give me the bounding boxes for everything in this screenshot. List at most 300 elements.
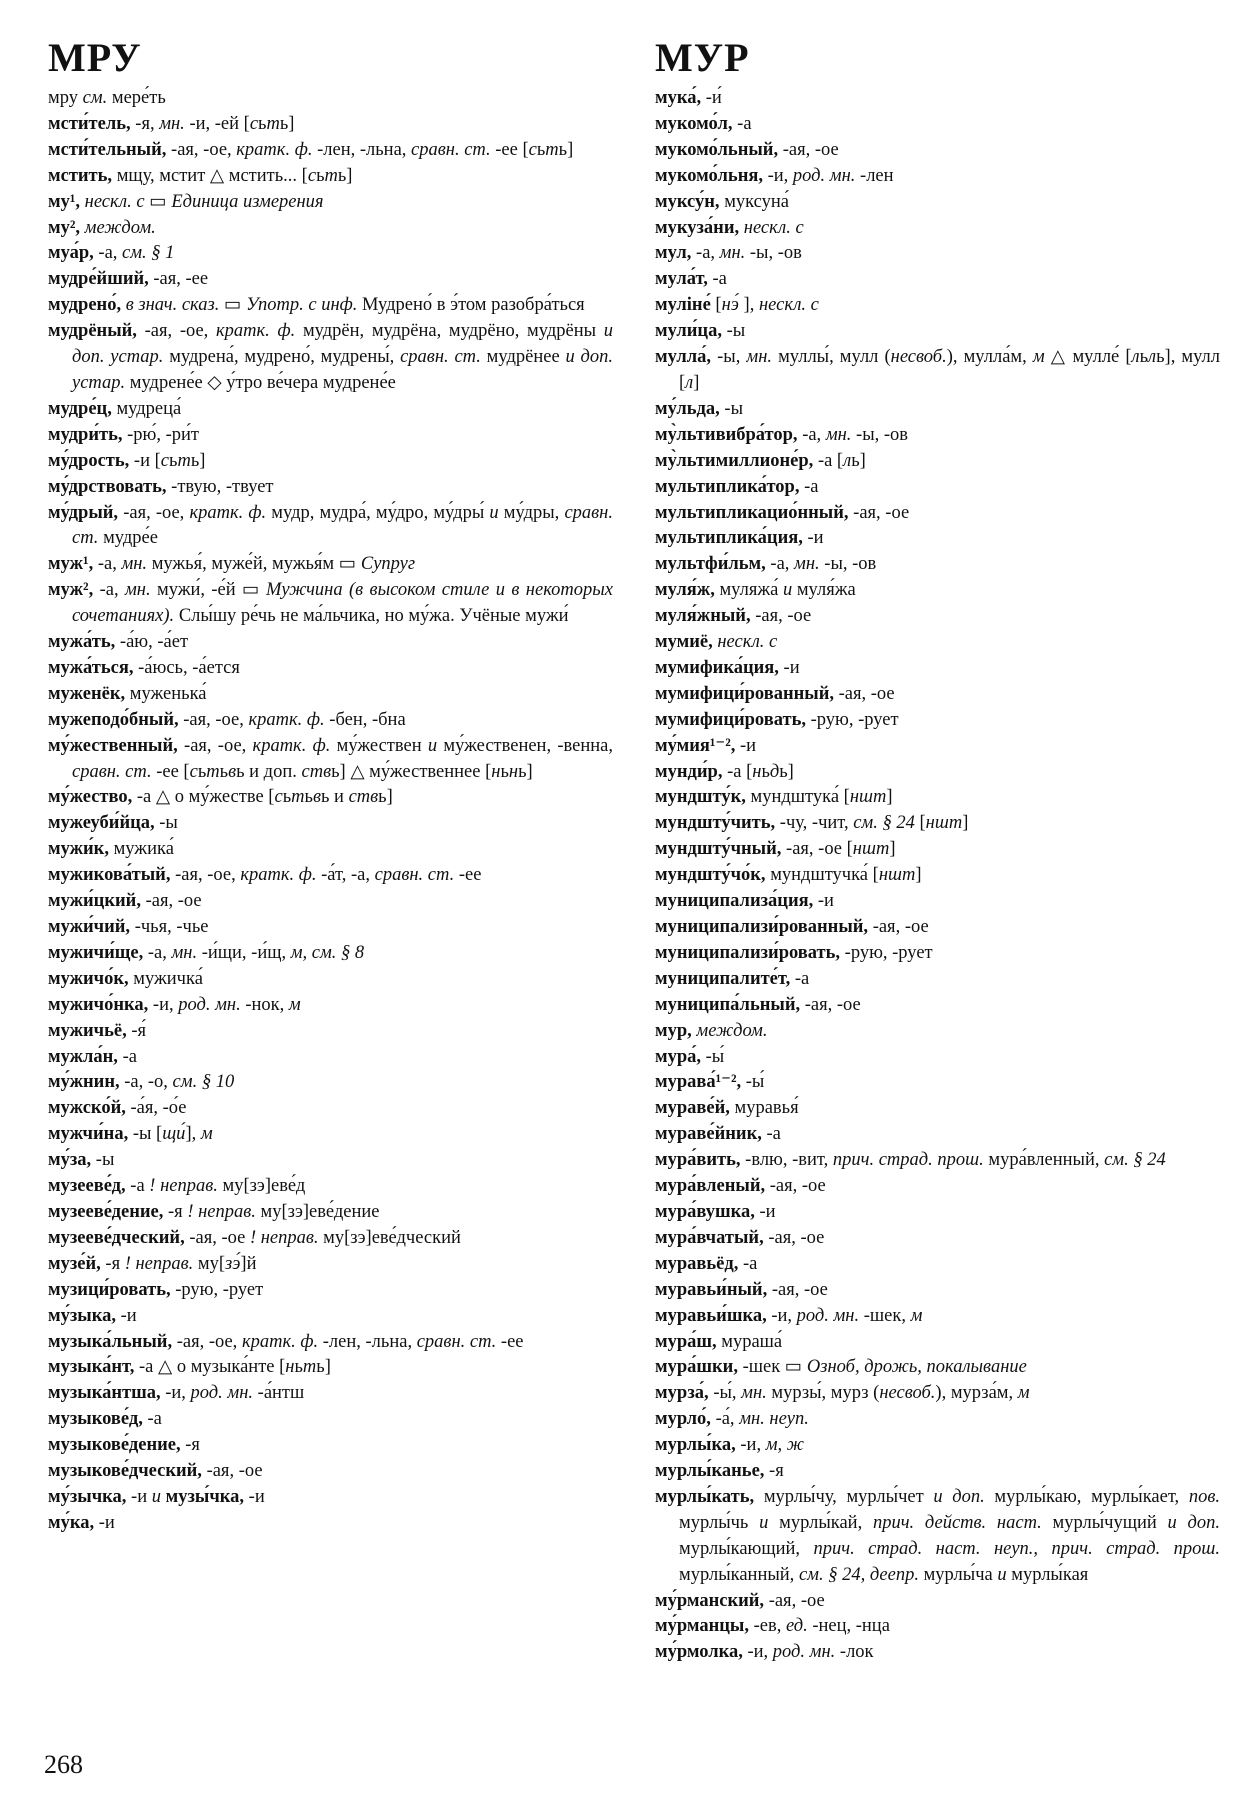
grammar-note: м xyxy=(1032,347,1045,368)
entry-text: ь] xyxy=(558,139,574,160)
grammar-note: мн. неуп. xyxy=(739,1409,809,1430)
headword: мундшту́к, xyxy=(655,787,746,808)
entry-text: ь] xyxy=(337,165,353,186)
grammar-note: кратк. ф. xyxy=(241,1331,319,1352)
right-column xyxy=(655,0,1220,1666)
entry-text: -и xyxy=(735,735,757,756)
grammar-note: в xyxy=(312,787,321,808)
entry-text: ], xyxy=(185,1124,201,1145)
dictionary-entry xyxy=(655,1459,1220,1485)
grammar-note: нескл. с xyxy=(743,217,804,238)
entry-text: мурлы́кающий, xyxy=(679,1538,814,1559)
grammar-note: и xyxy=(151,1486,161,1507)
grammar-note: ншт xyxy=(849,787,887,808)
headword: муля́жный, xyxy=(655,606,751,627)
dictionary-entry xyxy=(655,656,1220,682)
entry-text: -ая, -ое xyxy=(834,683,895,704)
entry-text: мудрене́е ◇ у́тро ве́чера мудрене́е xyxy=(125,372,396,393)
dictionary-entry xyxy=(48,1148,613,1174)
headword: музыка́льный, xyxy=(48,1331,173,1352)
entry-text: му[зэ]еве́дческий xyxy=(318,1227,461,1248)
dictionary-entry xyxy=(48,216,613,242)
entry-text: -ая, -ое xyxy=(800,994,861,1015)
headword: мумифици́ровать, xyxy=(655,709,806,730)
entry-text: -а xyxy=(790,968,810,989)
grammar-note: н xyxy=(752,761,762,782)
dictionary-entry xyxy=(655,993,1220,1019)
dictionary-entry xyxy=(48,967,613,993)
entry-text: -ая, -ое, xyxy=(136,321,216,342)
dictionary-entry xyxy=(48,1459,613,1485)
headword: мудри́ть, xyxy=(48,424,123,445)
headword: мужи́к, xyxy=(48,839,109,860)
grammar-note: ств xyxy=(301,761,332,782)
grammar-note: мн. xyxy=(124,580,151,601)
entry-text: -чья, -чье xyxy=(130,917,209,937)
entry-text: -ы xyxy=(154,813,178,834)
dictionary-entry xyxy=(655,449,1220,475)
dictionary-entry xyxy=(655,1485,1220,1589)
grammar-note: Супруг xyxy=(360,554,416,575)
grammar-note: т xyxy=(324,165,338,186)
dictionary-entry xyxy=(48,1200,613,1226)
dictionary-entry xyxy=(48,1122,613,1148)
entry-text: ь] xyxy=(518,761,533,782)
entry-text: -ее xyxy=(454,865,482,886)
grammar-note: Употр. с инф. xyxy=(246,295,358,316)
entry-text: [ xyxy=(710,295,722,316)
dictionary-entry xyxy=(655,1278,1220,1304)
entry-text: -ая, -ое xyxy=(201,1461,263,1482)
right-running-head: МУР xyxy=(655,35,750,80)
entry-text: ), мулла́м, xyxy=(946,347,1033,368)
entry-text: муженька́ xyxy=(125,683,207,704)
entry-text: -твую, -твует xyxy=(166,476,274,497)
headword: муа́р, xyxy=(48,243,94,264)
entry-text: -ая, -ое xyxy=(778,139,839,160)
grammar-note: см. § 24, деепр. xyxy=(798,1564,919,1585)
headword: мультиплика́тор, xyxy=(655,476,800,497)
headword: мсти́тельный, xyxy=(48,139,167,160)
headword: мунди́р, xyxy=(655,761,723,782)
entry-text: ь xyxy=(316,165,325,186)
entry-text: -ая, -ое xyxy=(763,1227,825,1248)
entry-text: -и́щи, -и́щ, xyxy=(197,942,291,963)
headword: мукуза́ни, xyxy=(655,217,740,238)
entry-text: -шек, xyxy=(859,1305,911,1326)
grammar-note: ншт xyxy=(925,813,963,834)
grammar-note: нэ́ xyxy=(721,295,739,316)
entry-text: мура́вленный, xyxy=(983,1150,1105,1171)
entry-text: мщу, мстит △ мстить... [ xyxy=(112,165,308,186)
dictionary-entry xyxy=(48,449,613,475)
entry-text: -а xyxy=(125,1176,150,1197)
grammar-note: и xyxy=(997,1564,1007,1585)
grammar-note: и xyxy=(489,502,499,523)
headword: мундшту́чить, xyxy=(655,813,776,834)
entry-text: ], xyxy=(738,295,759,316)
headword: мукомо́льный, xyxy=(655,139,779,160)
grammar-note: и xyxy=(782,580,793,601)
dictionary-entry xyxy=(48,138,613,164)
headword: музыкове́дение, xyxy=(48,1435,181,1456)
headword: муниципализи́ровать, xyxy=(655,942,841,963)
headword: му́дрствовать, xyxy=(48,476,167,497)
grammar-note: ! неправ. xyxy=(187,1201,256,1222)
dictionary-entry xyxy=(48,1381,613,1407)
dictionary-entry xyxy=(655,293,1220,319)
headword: музыка́нт, xyxy=(48,1357,135,1378)
dictionary-entry xyxy=(48,164,613,190)
dictionary-entry xyxy=(655,267,1220,293)
headword: мура́вчатый, xyxy=(655,1227,764,1248)
entry-text: -и, xyxy=(735,1435,766,1456)
entry-text: мурлы́чь xyxy=(679,1512,760,1533)
grammar-note: кратк. ф. xyxy=(240,865,317,886)
entry-text: -а́, xyxy=(710,1409,740,1430)
dictionary-entry xyxy=(655,837,1220,863)
grammar-note: и доп. xyxy=(1167,1512,1220,1533)
entry-text: -а, xyxy=(93,580,125,601)
grammar-note: мн. xyxy=(741,1383,767,1404)
grammar-note: в xyxy=(228,761,237,782)
entry-text: -ая, -ое xyxy=(848,502,910,523)
dictionary-entry xyxy=(48,993,613,1019)
dictionary-entry xyxy=(655,1355,1220,1381)
entry-text: мурлы́кая xyxy=(1006,1564,1089,1585)
entry-text: -и xyxy=(126,1486,152,1507)
grammar-note: н xyxy=(508,761,519,782)
headword: мура́вушка, xyxy=(655,1201,755,1222)
dictionary-entry xyxy=(48,1096,613,1122)
entry-text: -а [ xyxy=(813,450,844,471)
entry-text: -ая, -ое, xyxy=(170,865,241,886)
grammar-note: м xyxy=(200,1124,213,1145)
dictionary-entry xyxy=(655,1589,1220,1615)
headword: мура́ш, xyxy=(655,1331,717,1352)
entry-text: [ xyxy=(914,813,926,834)
entry-text: ь] △ му́жественнее [ xyxy=(331,761,492,782)
headword: мула́т, xyxy=(655,269,708,290)
headword: му́жественный, xyxy=(48,735,178,756)
dictionary-entry xyxy=(655,1407,1220,1433)
headword: музееве́дение, xyxy=(48,1201,164,1222)
grammar-note: Единица измерения xyxy=(171,191,324,212)
entry-text: мудре́е xyxy=(98,528,158,549)
entry-text: мурлы́ча xyxy=(918,1564,998,1585)
grammar-note: кратк. ф. xyxy=(252,735,331,756)
headword: му́мия¹⁻², xyxy=(655,735,736,756)
entry-text: -ее [ xyxy=(490,139,529,160)
dictionary-entry xyxy=(655,216,1220,242)
dictionary-entry xyxy=(655,889,1220,915)
entry-text: -ая, -ое xyxy=(767,1279,828,1300)
headword: музыка́нтша, xyxy=(48,1383,161,1404)
dictionary-entry xyxy=(655,760,1220,786)
entry-text: -а xyxy=(761,1124,781,1145)
entry-text: -бен, -бна xyxy=(324,709,406,730)
headword: му́рмолка, xyxy=(655,1642,743,1663)
headword: мумифици́рованный, xyxy=(655,683,835,704)
grammar-note: прич. страд. наст. неуп., прич. страд. прош. xyxy=(813,1538,1220,1559)
headword: му́зыка, xyxy=(48,1305,116,1326)
grammar-note: д xyxy=(769,761,780,782)
headword: мужско́й, xyxy=(48,1098,126,1119)
headword: музыкове́дческий, xyxy=(48,1461,202,1482)
grammar-note: м, см. § 8 xyxy=(290,942,365,963)
grammar-note: сравн. ст. xyxy=(374,865,455,886)
dictionary-entry xyxy=(655,1381,1220,1407)
grammar-note: м xyxy=(288,994,301,1015)
entry-text: ь xyxy=(169,450,178,471)
grammar-note: кратк. ф. xyxy=(248,709,325,730)
headword: мужчи́на, xyxy=(48,1124,129,1145)
grammar-note: т xyxy=(291,787,305,808)
entry-text: -а xyxy=(142,1409,162,1430)
dictionary-entry xyxy=(655,501,1220,527)
headword: муж¹, xyxy=(48,554,94,575)
entry-text: -а, xyxy=(765,554,795,575)
grammar-note: см. § 1 xyxy=(122,243,175,264)
entry-text: му́жественен, -венна, xyxy=(437,735,613,756)
entry-text: ▭ xyxy=(219,295,247,316)
entry-text: мужья́, муже́й, мужья́м ▭ xyxy=(147,554,361,575)
entry-text: -ая, -ое, xyxy=(166,139,237,160)
entry-text: -ы́, xyxy=(708,1383,742,1404)
dictionary-entry xyxy=(48,293,613,319)
headword: муксу́н, xyxy=(655,191,720,212)
grammar-note: с xyxy=(249,113,259,134)
entry-text: ] xyxy=(915,865,922,886)
entry-text: -и́ xyxy=(701,88,722,108)
headword: му̀льтимиллионе́р, xyxy=(655,450,814,471)
entry-text: -я́ xyxy=(126,1020,147,1041)
dictionary-entry xyxy=(655,345,1220,397)
headword: мультфи́льм, xyxy=(655,554,766,575)
right-entries xyxy=(655,86,1220,1666)
entry-text: мудрёнее xyxy=(480,347,566,368)
grammar-note: ств xyxy=(348,787,379,808)
grammar-note: см. xyxy=(82,88,108,108)
headword: мужа́ться, xyxy=(48,657,134,678)
entry-text: муксуна́ xyxy=(719,191,790,212)
entry-text: ь xyxy=(282,787,292,808)
grammar-note: л xyxy=(685,372,694,393)
entry-text: -ая, -ое, xyxy=(178,709,249,730)
dictionary-entry xyxy=(655,397,1220,423)
headword: мудре́ц, xyxy=(48,398,112,419)
headword: му́дрость, xyxy=(48,450,130,471)
entry-text: -и xyxy=(813,891,834,912)
dictionary-entry xyxy=(655,578,1220,604)
grammar-note: нескл. с xyxy=(84,191,145,212)
entry-text: -шек ▭ xyxy=(737,1357,807,1378)
entry-text: мурлы́канный, xyxy=(679,1564,799,1585)
dictionary-entry xyxy=(655,785,1220,811)
headword: муля́ж, xyxy=(655,580,715,601)
entry-text: Слы́шу ре́чь не ма́льчика, но му́жа. Учёные мужи́ xyxy=(174,606,569,627)
entry-text: -а xyxy=(707,269,727,290)
headword: мультиплика́ция, xyxy=(655,528,803,549)
headword: му́за, xyxy=(48,1150,92,1171)
entry-text: -а xyxy=(799,476,819,497)
dictionary-entry xyxy=(48,785,613,811)
entry-text: -ы [ xyxy=(128,1124,163,1145)
dictionary-entry xyxy=(655,630,1220,656)
headword: мужичо́нка, xyxy=(48,994,149,1015)
dictionary-entry xyxy=(48,708,613,734)
dictionary-entry xyxy=(655,863,1220,889)
dictionary-entry xyxy=(655,1640,1220,1666)
headword: мудре́йший, xyxy=(48,269,149,290)
dictionary-entry xyxy=(48,941,613,967)
headword: муравьёд, xyxy=(655,1253,739,1274)
grammar-note: ! неправ. xyxy=(249,1227,319,1248)
dictionary-entry xyxy=(48,423,613,449)
entry-text: ь xyxy=(304,787,313,808)
entry-text: ь xyxy=(219,761,229,782)
grammar-note: нескл. с xyxy=(717,632,778,653)
entry-text: ь и доп. xyxy=(236,761,302,782)
dictionary-entry xyxy=(48,630,613,656)
entry-text: ] xyxy=(886,787,893,808)
dictionary-entry xyxy=(48,1355,613,1381)
dictionary-entry xyxy=(655,1174,1220,1200)
grammar-note: ! неправ. xyxy=(149,1176,218,1197)
grammar-note: род. мн. xyxy=(792,165,856,186)
headword: мурлы́кать, xyxy=(655,1486,755,1507)
dictionary-entry xyxy=(48,1330,613,1356)
dictionary-entry xyxy=(48,1278,613,1304)
entry-text: -а, -о, xyxy=(119,1072,173,1093)
grammar-note: мн. xyxy=(719,243,746,264)
grammar-note: Мужчина (в высоком стиле и в некоторых сочетаниях). xyxy=(72,580,613,627)
entry-text: -а [ xyxy=(722,761,753,782)
entry-text: -ее [ xyxy=(151,761,190,782)
grammar-note: несвоб. xyxy=(879,1383,936,1404)
headword: мундшту́чный, xyxy=(655,839,782,860)
grammar-note: ншт xyxy=(852,839,890,860)
entry-text: -и, xyxy=(762,165,793,186)
entry-text: ]й xyxy=(240,1253,257,1274)
dictionary-entry xyxy=(655,475,1220,501)
dictionary-entry xyxy=(655,811,1220,837)
entry-text: -и, xyxy=(742,1642,773,1663)
grammar-note: т xyxy=(266,113,280,134)
entry-text: мурлы́чущий xyxy=(1041,1512,1168,1533)
grammar-note: т xyxy=(206,761,220,782)
dictionary-entry xyxy=(48,1511,613,1537)
dictionary-entry xyxy=(655,319,1220,345)
grammar-note: ! неправ. xyxy=(124,1253,194,1274)
entry-text: ь xyxy=(258,113,267,134)
grammar-note: и xyxy=(759,1512,769,1533)
entry-text: -ая, -ое, xyxy=(172,1331,242,1352)
dictionary-entry xyxy=(655,1070,1220,1096)
dictionary-entry xyxy=(655,1433,1220,1459)
entry-text: -а △ о му́жестве [ xyxy=(132,787,275,808)
entry-text: мужика́ xyxy=(108,839,174,860)
dictionary-entry xyxy=(48,319,613,397)
entry-text: -я xyxy=(100,1253,125,1274)
dictionary-entry xyxy=(655,526,1220,552)
dictionary-entry xyxy=(655,1019,1220,1045)
entry-text: Мудрено́ в э́том разобра́ться xyxy=(357,295,585,316)
entry-text: му́дры, xyxy=(498,502,565,523)
headword: мукомо́л, xyxy=(655,113,733,134)
entry-text: муля́жа xyxy=(792,580,856,601)
headword: мукомо́льня, xyxy=(655,165,763,186)
entry-text: ] xyxy=(693,372,700,393)
headword: муниципалите́т, xyxy=(655,968,791,989)
headword: мурло́, xyxy=(655,1409,711,1430)
headword: мука́, xyxy=(655,88,702,108)
entry-text: -ая, -ое xyxy=(764,1590,825,1611)
headword: мурлы́канье, xyxy=(655,1461,765,1482)
entry-text: -и xyxy=(754,1201,776,1222)
grammar-note: кратк. ф. xyxy=(189,502,267,523)
entry-text: ь xyxy=(761,761,770,782)
entry-text: -я xyxy=(163,1201,188,1222)
grammar-note: см. § 10 xyxy=(172,1072,235,1093)
headword: мурза́, xyxy=(655,1383,709,1404)
headword: мура́, xyxy=(655,1046,702,1067)
entry-text: -а xyxy=(738,1253,758,1274)
headword: мули́ца, xyxy=(655,321,722,342)
dictionary-entry xyxy=(48,1045,613,1071)
entry-text: мундштучка́ [ xyxy=(765,865,879,886)
headword: мураве́й, xyxy=(655,1098,730,1119)
dictionary-entry xyxy=(655,1614,1220,1640)
grammar-note: мн. xyxy=(171,942,198,963)
entry-text: мужи́, -е́й ▭ xyxy=(150,580,266,601)
headword: мужа́ть, xyxy=(48,632,116,653)
grammar-note: т xyxy=(302,1357,317,1378)
left-entries xyxy=(48,86,613,1537)
grammar-note: сравн. ст. xyxy=(400,347,481,368)
grammar-note: нескл. с xyxy=(758,295,819,316)
headword: музееве́дческий, xyxy=(48,1227,185,1248)
entry-text: ь] xyxy=(378,787,393,808)
headword: мсти́тель, xyxy=(48,113,131,134)
entry-text: -ая, -ое xyxy=(140,891,202,912)
dictionary-entry xyxy=(655,967,1220,993)
entry-text: -и xyxy=(802,528,824,549)
grammar-note: род. мн. xyxy=(190,1383,254,1404)
grammar-note: мн. xyxy=(159,113,185,134)
headword: мура́вить, xyxy=(655,1150,741,1171)
grammar-note: междом. xyxy=(696,1020,768,1041)
dictionary-entry xyxy=(655,138,1220,164)
headword: му², xyxy=(48,217,81,238)
entry-text: муллы́, мулл ( xyxy=(772,347,891,368)
grammar-note: с xyxy=(307,165,317,186)
dictionary-entry xyxy=(48,1226,613,1252)
entry-text: -а, xyxy=(93,243,123,264)
entry-text: -чу, -чит, xyxy=(775,813,854,834)
entry-text: ] xyxy=(962,813,969,834)
entry-text: -ы, xyxy=(711,347,747,368)
entry-text: -я, xyxy=(130,113,160,134)
entry-text: мурлы́кай, xyxy=(768,1512,873,1533)
entry-text: -ев, xyxy=(748,1616,786,1637)
headword: муниципализа́ция, xyxy=(655,891,814,912)
dictionary-entry xyxy=(48,656,613,682)
grammar-note: с xyxy=(160,450,169,471)
entry-text: мудреца́ xyxy=(111,398,182,419)
entry-text: -а, xyxy=(797,424,826,445)
headword: му́жество, xyxy=(48,787,133,808)
